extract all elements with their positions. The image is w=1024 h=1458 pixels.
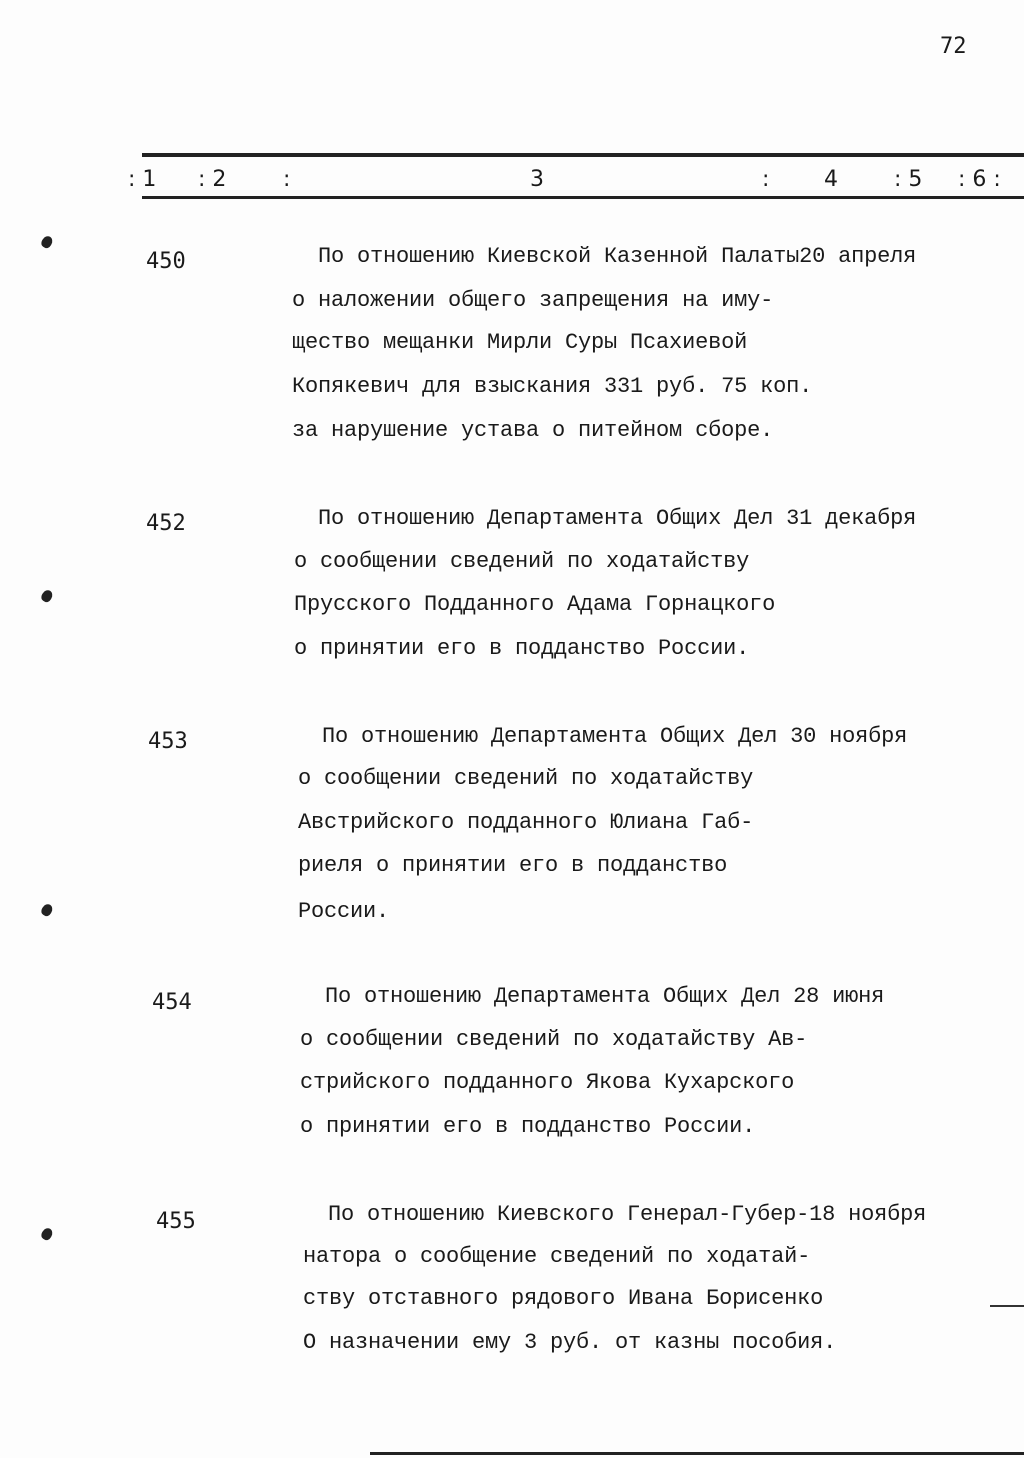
column-5-header: : 5 xyxy=(894,167,923,192)
entry-text-line: России. xyxy=(298,899,390,924)
column-4-separator: : xyxy=(762,167,770,192)
bottom-rule xyxy=(370,1452,1024,1455)
entry-text-line: По отношению Департамента Общих Дел 31 декабря xyxy=(318,506,917,531)
column-6-header: : 6 : xyxy=(958,167,1001,192)
entry-number: 452 xyxy=(146,511,186,536)
entry-number: 455 xyxy=(156,1209,196,1234)
punch-hole-mark xyxy=(40,902,55,917)
header-top-rule xyxy=(142,153,1024,157)
entry-number: 454 xyxy=(152,990,192,1015)
entry-text-line: ству отставного рядового Ивана Борисенко xyxy=(303,1286,824,1311)
entry-number: 450 xyxy=(146,249,186,274)
column-2-header: : 2 xyxy=(198,167,227,192)
entry-text-line: По отношению Киевского Генерал-Губер-18 ноября xyxy=(328,1202,927,1227)
entry-text-line: стрийского подданного Якова Кухарского xyxy=(300,1070,795,1095)
header-bottom-rule xyxy=(142,196,1024,199)
entry-text-line: натора о сообщение сведений по ходатай- xyxy=(303,1244,811,1269)
entry-text-line: По отношению Киевской Казенной Палаты20 апреля xyxy=(318,244,917,269)
entry-text-line: о принятии его в подданство России. xyxy=(294,636,750,661)
entry-text-line: о принятии его в подданство России. xyxy=(300,1114,756,1139)
page-number: 72 xyxy=(940,34,967,59)
entry-number: 453 xyxy=(148,729,188,754)
entry-text-line: По отношению Департамента Общих Дел 30 ноября xyxy=(322,724,908,749)
entry-text-line: риеля о принятии его в подданство xyxy=(298,853,728,878)
column-4-header: 4 xyxy=(824,167,838,192)
entry-text-line: О назначении ему 3 руб. от казны пособия. xyxy=(303,1330,837,1355)
margin-dash xyxy=(990,1305,1024,1307)
entry-text-line: щество мещанки Мирли Суры Псахиевой xyxy=(292,330,748,355)
punch-hole-mark xyxy=(40,1226,55,1241)
punch-hole-mark xyxy=(40,588,55,603)
entry-text-line: за нарушение устава о питейном сборе. xyxy=(292,418,774,443)
entry-text-line: По отношению Департамента Общих Дел 28 июня xyxy=(325,984,885,1009)
column-1-header: : 1 xyxy=(128,167,157,192)
entry-text-line: Прусского Подданного Адама Горнацкого xyxy=(294,592,776,617)
entry-text-line: Австрийского подданного Юлиана Габ- xyxy=(298,810,754,835)
entry-text-line: о сообщении сведений по ходатайству Ав- xyxy=(300,1027,808,1052)
entry-text-line: о сообщении сведений по ходатайству xyxy=(298,766,754,791)
entry-text-line: о наложении общего запрещения на иму- xyxy=(292,288,774,313)
column-2-separator: : xyxy=(283,167,291,192)
entry-text-line: о сообщении сведений по ходатайству xyxy=(294,549,750,574)
punch-hole-mark xyxy=(40,234,55,249)
entry-text-line: Копякевич для взыскания 331 руб. 75 коп. xyxy=(292,374,813,399)
column-3-header: 3 xyxy=(530,167,544,192)
